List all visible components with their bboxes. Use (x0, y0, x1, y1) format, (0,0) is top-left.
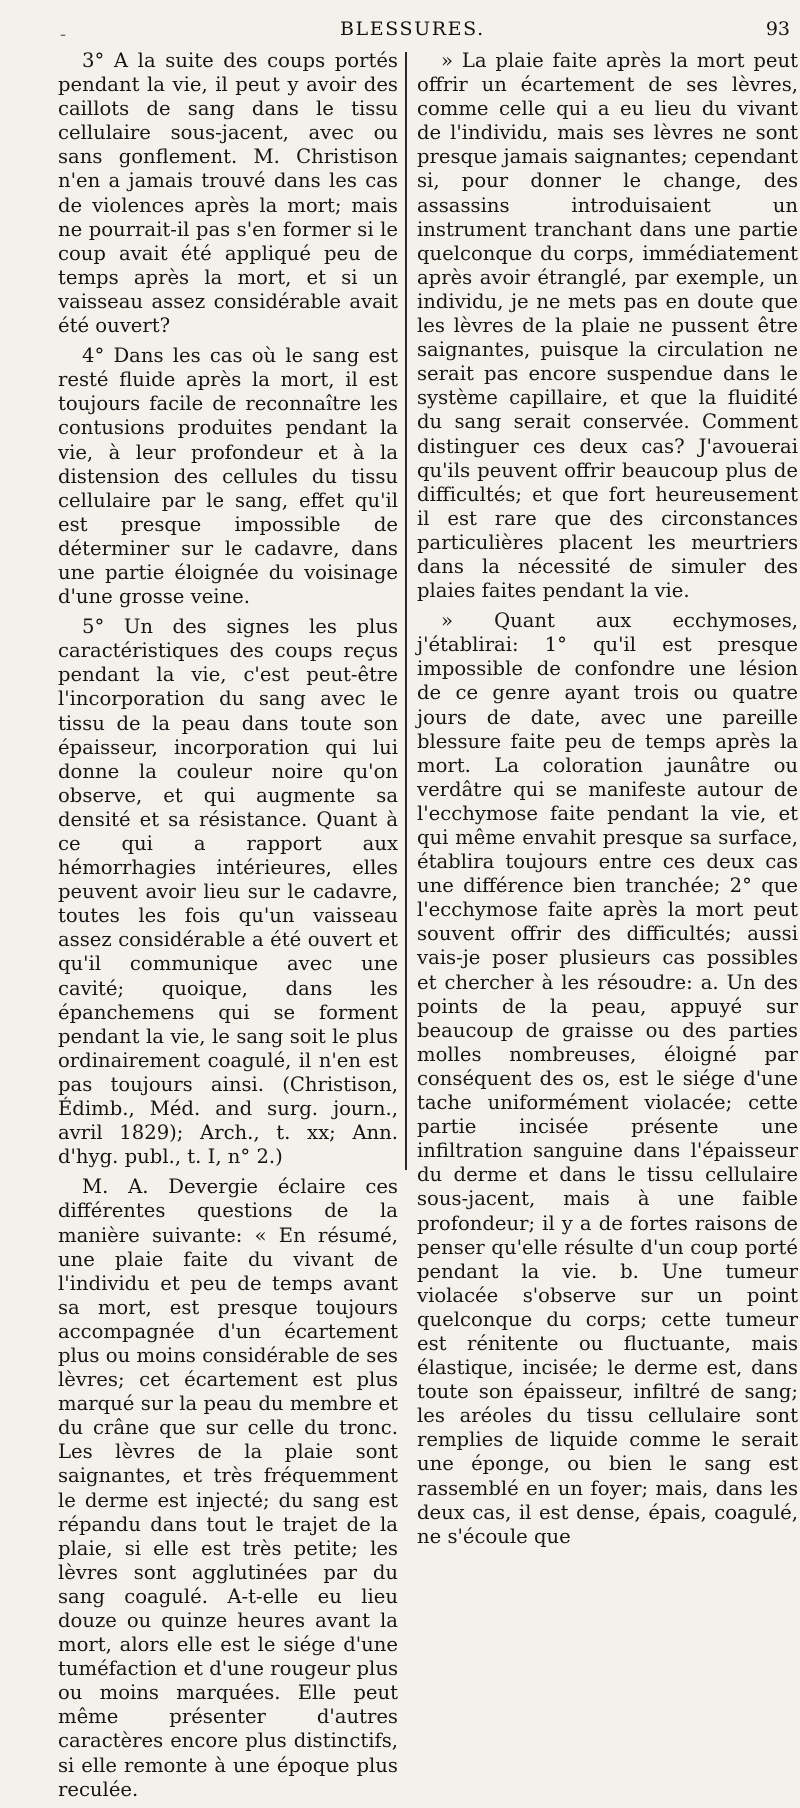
paragraph-caillots: 3° A la suite des coups portés pendant la vie, il peut y avoir des caillots de sang dans le tissu cellulaire sous-jacent, avec ou sans gonflement. M. Christison n'en a jamais trouvé dans les cas de violences après la mort; mais ne pourrait-il pas s'en former si le coup avait été appliqué peu de temps après la mort, et si un vaisseau assez considérable avait été ouvert? (58, 49, 398, 338)
paragraph-devergie: M. A. Devergie éclaire ces différentes questions de la manière suivante: « En résumé, une plaie faite du vivant de l'individu et peu de temps avant sa mort, est presque toujours accompagnée d'un écartement plus ou moins considérable de ses lèvres; cet écartement est plus marqué sur la peau du membre et du crâne que sur celle du tronc. Les lèvres de la plaie sont saignantes, et très fréquemment le derme est injecté; du sang est répandu dans tout le trajet de la plaie, si elle est très petite; les lèvres sont agglutinées par du sang coagulé. A-t-elle eu lieu douze ou quinze heures avant la mort, alors elle est le siége d'une tuméfaction et d'une rougeur plus ou moins marquées. Elle peut même présenter d'autres caractères encore plus distinctifs, si elle remonte à une époque plus reculée. (58, 1175, 398, 1801)
left-column (58, 49, 398, 1808)
paragraph-ecchymoses: » Quant aux ecchymoses, j'établirai: 1° qu'il est presque impossible de confondre une lésion de ce genre ayant trois ou quatre jours de date, avec une pareille blessure faite peu de temps après la mort. La coloration jaunâtre ou verdâtre qui se manifeste autour de l'ecchymose faite pendant la vie, et qui même envahit presque sa surface, établira toujours entre ces deux cas une différence bien tranchée; 2° que l'ecchymose faite après la mort peut souvent offrir des difficultés; aussi vais-je poser plusieurs cas possibles et chercher à les résoudre: a. Un des points de la peau, appuyé sur beaucoup de graisse ou des parties molles nombreuses, éloigné par conséquent des os, est le siége d'une tache uniformément violacée; cette partie incisée présente une infiltration sanguine dans l'épaisseur du derme et dans le tissu cellulaire sous-jacent, mais à une faible profondeur; il y a de fortes raisons de penser qu'elle résulte d'un coup porté pendant la vie. b. Une tumeur violacée s'observe sur un point quelconque du corps; cette tumeur est rénitente ou fluctuante, mais élastique, incisée; le derme est, dans toute son épaisseur, infiltré de sang; les aréoles du tissu cellulaire sont remplies de liquide comme le serait une éponge, ou bien le sang est rassemblé en un foyer; mais, dans les deux cas, il est dense, épais, coagulé, ne s'écoule que (417, 609, 798, 1548)
paragraph-sang-fluide: 4° Dans les cas où le sang est resté fluide après la mort, il est toujours facile de reconnaître les contusions produites pendant la vie, à leur profondeur et à la distension des cellules du tissu cellulaire par le sang, effet qu'il est presque impossible de déterminer sur le cadavre, dans une partie éloignée du voisinage d'une grosse veine. (58, 344, 398, 609)
header-mark: - (60, 24, 67, 45)
right-column (417, 49, 798, 1555)
paragraph-signes-caracteristiques: 5° Un des signes les plus caractéristiques des coups reçus pendant la vie, c'est peut-être l'incorporation du sang avec le tissu de la peau dans toute son épaisseur, incorporation qui lui donne la couleur noire qu'on observe, et qui augmente sa densité et sa résistance. Quant à ce qui a rapport aux hémorrhagies intérieures, elles peuvent avoir lieu sur le cadavre, toutes les fois qu'un vaisseau assez considérable a été ouvert et qu'il communique avec une cavité; quoique, dans les épanchemens qui se forment pendant la vie, le sang soit le plus ordinairement coagulé, il n'en est pas toujours ainsi. (Christison, Édimb., Méd. and surg. journ., avril 1829); Arch., t. xx; Ann. d'hyg. publ., t. I, n° 2.) (58, 615, 398, 1169)
page-title: BLESSURES. (340, 18, 485, 40)
running-head (60, 18, 800, 46)
page-number: 93 (765, 18, 790, 40)
paragraph-plaie-apres-mort: » La plaie faite après la mort peut offrir un écartement de ses lèvres, comme celle qui a eu lieu du vivant de l'individu, mais ses lèvres ne sont presque jamais saignantes; cependant si, pour donner le change, des assassins introduisaient un instrument tranchant dans une partie quelconque du corps, immédiatement après avoir étranglé, par exemple, un individu, je ne mets pas en doute que les lèvres de la plaie ne pussent être saignantes, puisque la circulation ne serait pas encore suspendue dans le système capillaire, et que la fluidité du sang serait conservée. Comment distinguer ces deux cas? J'avouerai qu'ils peuvent offrir beaucoup plus de difficultés; et que fort heureusement il est rare que des circonstances particulières placent les meurtriers dans la nécessité de simuler des plaies faites pendant la vie. (417, 49, 798, 603)
column-divider (405, 52, 407, 1170)
